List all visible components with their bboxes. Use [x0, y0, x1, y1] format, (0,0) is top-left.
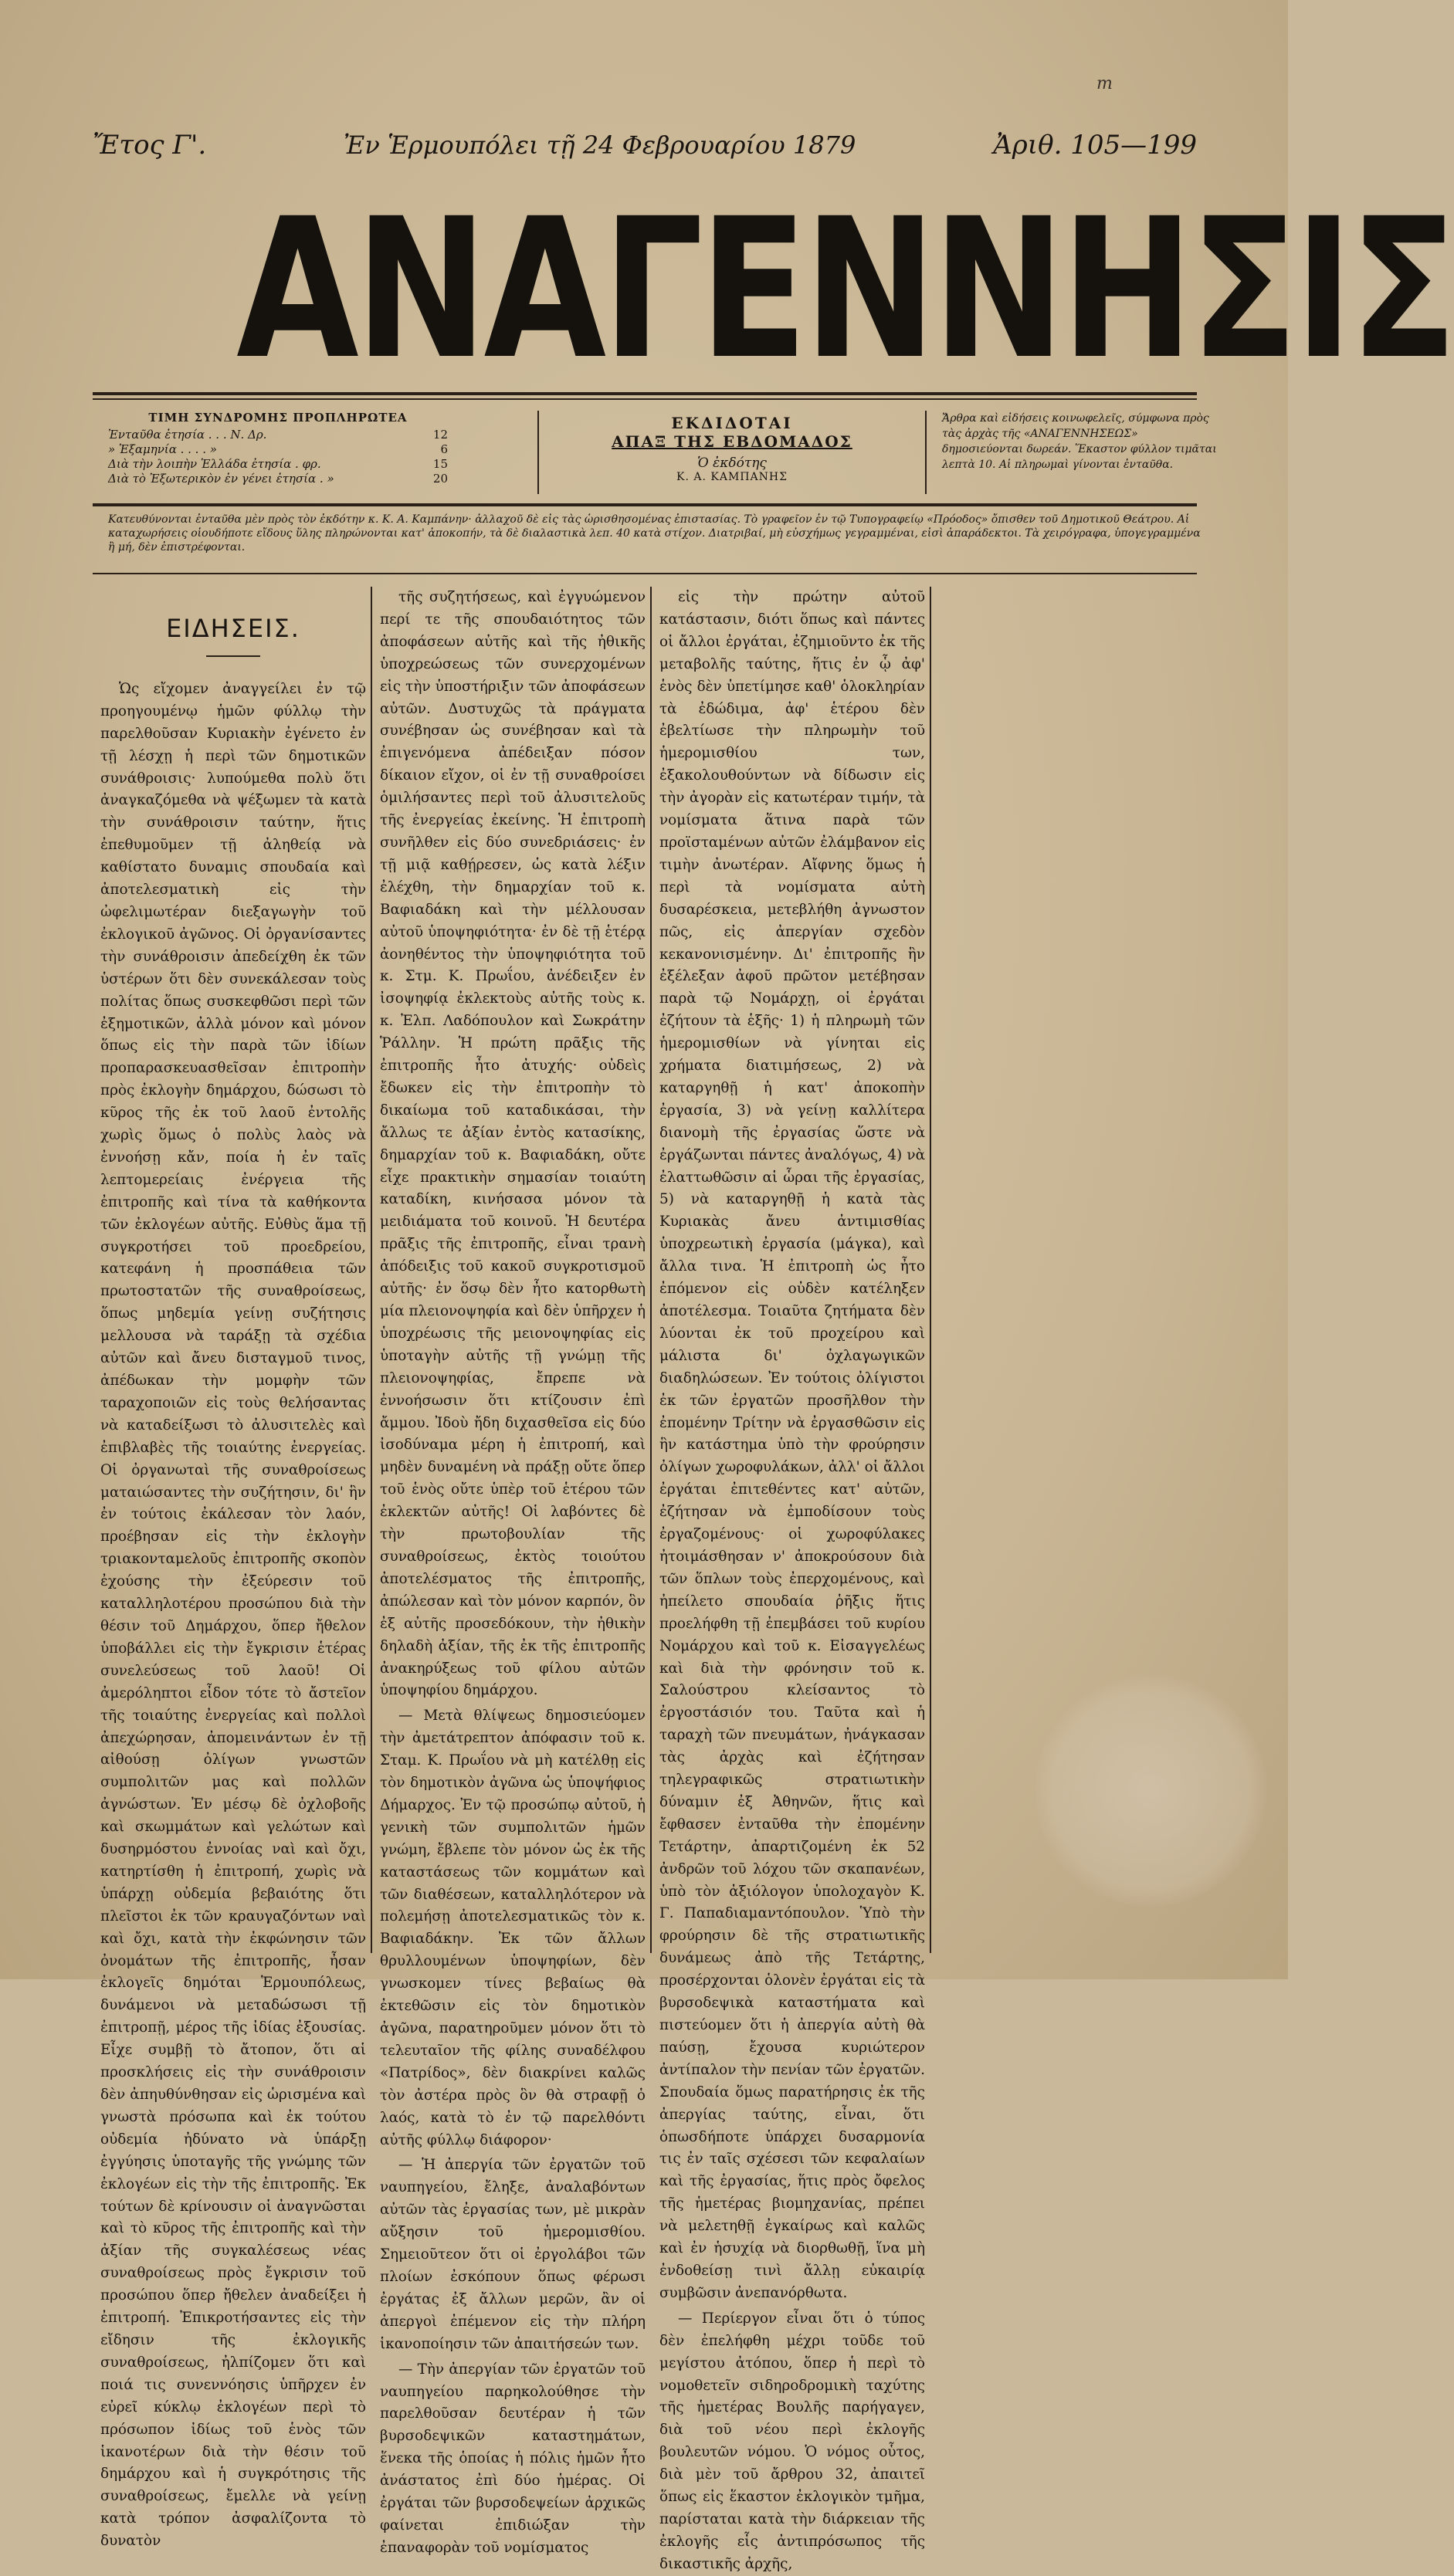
header-dateline-row: [93, 130, 1197, 161]
price-value: 6: [440, 442, 448, 456]
masthead-rule-thin: [93, 398, 1197, 400]
price-value: 15: [432, 457, 448, 471]
info-rule: [93, 503, 1197, 506]
article-paragraph: Ὡς εἴχομεν ἀναγγείλει ἐν τῷ προηγουμένῳ ἡμῶν φύλλῳ τὴν παρελθοῦσαν Κυριακὴν ἐγένετο ἐν τῇ λέσχῃ ἡ περὶ τῶν δημοτικῶν συνάθροισις· λυπούμεθα πολὺ ὅτι ἀναγκαζόμεθα νὰ ψέξωμεν τὰ κατὰ τὴν συνάθροισιν ταύτην, ἥτις ἐπεθυμοῦμεν τῇ ἀληθείᾳ νὰ καθίστατο δυναμις σπουδαία καὶ ἀποτελεσματικὴ εἰς τὴν ὠφελιμωτέραν διεξαγωγὴν τοῦ ἐκλογικοῦ ἀγῶνος. Οἱ ὀργανίσαντες τὴν συνάθροισιν ἀπεδείχθη ἐκ τῶν ὑστέρων ὅτι δὲν συνεκάλεσαν τοὺς πολίτας ὅπως συσκεφθῶσι περὶ τῶν ἐξημοτικῶν, ἀλλὰ μόνον καὶ μόνον ὅπως εἰς τὴν παρὰ τῶν ἰδίων προπαρασκευασθεῖσαν ἐπιτροπὴν πρὸς ἐκλογὴν δημάρχου, δώσωσι τὸ κῦρος τῆς ἐκ τοῦ λαοῦ ἐντολῆς χωρὶς ὅμως ὁ πολὺς λαὸς νὰ ἐννοήσῃ κἄν, ποία ἡ ἐν ταῖς λεπτομερείαις ἐνέργεια τῆς ἐπιτροπῆς καὶ τίνα τὰ καθήκοντα τῶν ἐκλογέων αὐτῆς. Εὐθὺς ἅμα τῇ συγκροτήσει τοῦ προεδρείου, κατεφάνη ἡ προσπάθεια τῶν πρωτοστατῶν τῆς συναθροίσεως, ὅπως μηδεμία γείνῃ συζήτησις μελλουσα νὰ ταράξῃ τὰ σχέδια αὐτῶν καὶ ἄνευ δισταγμοῦ τινος, ἀπέδωκαν τὴν μομφὴν τῶν ταραχοποιῶν εἰς τοὺς θελήσαντας νὰ καταδείξωσι τὸ ἀλυσιτελὲς καὶ ἐπιβλαβὲς τῆς τοιαύτης ἐνεργείας. Οἱ ὀργανωταὶ τῆς συναθροίσεως ματαιώσαντες τὴν συζήτησιν, δι' ἣν ἐν τούτοις ἐκάλεσαν τὸν λαόν, προέβησαν εἰς τὴν ἐκλογὴν τριακονταμελοῦς ἐπιτροπῆς σκοπὸν ἐχούσης τὴν ἐξεύρεσιν τοῦ καταλληλοτέρου προσώπου διὰ τὴν θέσιν τοῦ Δημάρχου, ὅπερ ἤθελον ὑποβάλλει εἰς τὴν ἔγκρισιν ἑτέρας συνελεύσεως τοῦ λαοῦ! Οἱ ἀμερόληπτοι εἶδον τότε τὸ ἄστεῖον τῆς τοιαύτης ἐνεργείας καὶ πολλοὶ ἀπεχώρησαν, ἀπομεινάντων ἐν τῇ αἰθούσῃ ὀλίγων γνωστῶν συμπολιτῶν μας καὶ πολλῶν ἀγνώστων. Ἐν μέσῳ δὲ ὀχλοβοῆς καὶ σκωμμάτων καὶ γελώτων καὶ δυσηρμόστου ἐννοίας ναὶ καὶ ὄχι, κατηρτίσθη ἡ ἐπιτροπή, χωρὶς νὰ ὑπάρχῃ οὐδεμία βεβαιότης ὅτι πλεῖστοι ἐκ τῶν κραυγαζόντων ναὶ καὶ ὄχι, κατὰ τὴν ἐκφώνησιν τῶν ὀνομάτων τῆς ἐπιτροπῆς, ἦσαν ἐκλογεῖς δημόται Ἑρμουπόλεως, δυνάμενοι νὰ μεταδώσωσι τῇ ἐπιτροπῇ, μέρος τῆς ἰδίας ἐξουσίας. Εἶχε συμβῇ τὸ ἄτοπον, ὅτι αἱ προσκλήσεις εἰς τὴν συνάθροισιν δὲν ἀπηυθύνθησαν εἰς ὡρισμένα καὶ γνωστὰ πρόσωπα καὶ ἐκ τούτου οὐδεμία ἠδύνατο νὰ ὑπάρξῃ ἐγγύησις ὑποταγῆς τῆς γνώμης τῶν ἐκλογέων εἰς τὴν τῆς ἐπιτροπῆς. Ἐκ τούτων δὲ κρίνουσιν οἱ ἀναγνῶσται καὶ τὸ κῦρος τῆς ἐπιτροπῆς καὶ τὴν ἀξίαν τῆς συγκαλέσεως νέας συναθροίσεως πρὸς ἔγκρισιν τοῦ προσώπου ὅπερ ἤθελεν ἀναδείξει ἡ ἐπιτροπή. Ἐπικροτήσαντες εἰς τὴν εἴδησιν τῆς ἐκλογικῆς συναθροίσεως, ἠλπίζομεν ὅτι καὶ ποιά τις συνεννόησις ὑπῆρχεν ἐν εὐρεῖ κύκλῳ ἐκλογέων περὶ τὸ πρόσωπον ἰδίως τοῦ ἑνὸς τῶν ἱκανοτέρων διὰ τὴν θέσιν τοῦ δημάρχου καὶ ἡ συγκρότησις τῆς συναθροίσεως, ἔμελλε νὰ γείνῃ κατὰ τρόπον ἀσφαλίζοντα τὸ δυνατὸν: [100, 680, 366, 2550]
subscription-prices: [108, 411, 448, 486]
corner-annotation: m: [1096, 74, 1113, 93]
publication-line: ΕΚΔΙΔΟΤΑΙ: [671, 414, 793, 432]
column-1: [100, 587, 366, 2550]
column-divider: [930, 587, 931, 1953]
publisher-label: Ὁ ἐκδότης: [697, 455, 767, 471]
article-paragraph: — Περίεργον εἶναι ὅτι ὁ τύπος δὲν ἐπελήφθη μέχρι τοῦδε τοῦ μεγίστου ἀτόπου, ὅπερ ἡ περὶ τὸ νομοθετεῖν σιδηροδρομικὴ ταχύτης τῆς ἡμετέρας Βουλῆς παρήγαγεν, διὰ τοῦ νέου περὶ ἐκλογῆς βουλευτῶν νόμου. Ὁ νόμος οὗτος, διὰ μὲν τοῦ ἄρθρου 32, ἀπαιτεῖ ὅπως εἰς ἕκαστον ἐκλογικὸν τμῆμα, παρίσταται κατὰ τὴν διάρκειαν τῆς ἐκλογῆς εἷς ἀντιπρόσωπος τῆς δικαστικῆς ἀρχῆς,: [659, 2310, 925, 2572]
price-row: [108, 428, 448, 442]
price-row: [108, 457, 448, 472]
column-divider: [650, 587, 652, 1953]
newspaper-title: ΑΝΑΓΕΝΝΗΣΙΣ: [236, 177, 1454, 401]
price-label: Ἐνταῦθα ἐτησία . . . Ν. Δρ.: [108, 428, 267, 442]
price-row: [108, 442, 448, 457]
price-label: » Ἑξαμηνία . . . . »: [108, 442, 217, 456]
price-value: 20: [432, 472, 448, 486]
year-label: Ἔτος Γ'.: [93, 130, 207, 161]
article-paragraph: τῆς συζητήσεως, καὶ ἐγγυώμενον περί τε τῆς σπουδαιότητος τῶν ἀποφάσεων αὐτῆς καὶ τῆς ἠθικῆς ὑποχρεώσεως τῶν συνερχομένων εἰς τὴν ὑποστήριξιν τῶν ἀποφάσεων αὐτῶν. Δυστυχῶς τὰ πράγματα συνέβησαν ὡς συνέβησαν καὶ τὰ ἐπιγενόμενα ἀπέδειξαν πόσον δίκαιον εἴχον, οἱ ἐν τῇ συναθροίσει ὁμιλήσαντες περὶ τοῦ ἀλυσιτελοῦς τῆς ἐνεργείας ἐκείνης. Ἡ ἐπιτροπὴ συνῆλθεν εἰς δύο συνεδριάσεις· ἐν τῇ μιᾷ καθῄρεσεν, ὡς κατὰ λέξιν ἐλέχθη, τὴν δημαρχίαν τοῦ κ. Βαφιαδάκη καὶ τὴν μέλλουσαν αὐτοῦ ὑποψηφιότητα· ἐν δὲ τῇ ἑτέρᾳ ἀονηθέντος τὴν ὑποψηφιότητα τοῦ κ. Στμ. Κ. Πρωΐου, ἀνέδειξεν ἐν ἰσοψηφίᾳ ἐκλεκτοὺς αὐτῆς τοὺς κ. κ. Ἐλπ. Λαδόπουλον καὶ Σωκράτην Ῥάλλην. Ἡ πρώτη πρᾶξις τῆς ἐπιτροπῆς ἦτο ἀτυχής· οὐδεὶς ἔδωκεν εἰς τὴν ἐπιτροπὴν τὸ δικαίωμα τοῦ καταδικάσαι, τὴν ἄλλως τε ἀξίαν ἐντὸς κατασίκης, δημαρχίαν τοῦ κ. Βαφιαδάκη, οὔτε εἶχε πρακτικὴν σημασίαν τοιαύτη καταδίκη, κινήσασα μόνον τὰ μειδιάματα τοῦ κοινοῦ. Ἡ δευτέρα πρᾶξις τῆς ἐπιτροπῆς, εἶναι τρανὴ ἀπόδειξις τοῦ κακοῦ συγκροτισμοῦ αὐτῆς· ἐν ὅσῳ δὲν ἦτο κατορθωτὴ μία πλειονοψηφία καὶ δὲν ὑπῆρχεν ἡ ὑποχρέωσις τῆς μειονοψηφίας εἰς ὑποταγὴν αὐτῆς τῇ γνώμῃ τῆς πλειονοψηφίας, ἔπρεπε νὰ ἐννοήσωσιν ὅτι κτίζουσιν ἐπὶ ἄμμου. Ἰδοὺ ἤδη διχασθεῖσα εἰς δύο ἰσοδύναμα μέρη ἡ ἐπιτροπή, καὶ μηδὲν δυναμένη νὰ πράξῃ οὔτε ὅπερ τοῦ ἑνὸς οὔτε ὑπὲρ τοῦ ἑτέρου τῶν ἐκλεκτῶν αὐτῆς! Οἱ λαβόντες δὲ τὴν πρωτοβουλίαν τῆς συναθροίσεως, ἐκτὸς τοιούτου ἀποτελέσματος τῆς ἐπιτροπῆς, ἀπώλεσαν καὶ τὸν μόνον καρπόν, ὃν ἐξ αὐτῆς προσεδόκουν, τὴν ἠθικὴν δηλαδὴ ἀξίαν, τῆς ἐκ τῆς ἐπιτροπῆς ἀνακηρύξεως τοῦ φίλου αὐτῶν ὑποψηφίου δημάρχου.: [380, 589, 646, 1699]
subscription-heading: ΤΙΜΗ ΣΥΝΔΡΟΜΗΣ ΠΡΟΠΛΗΡΩΤΕΑ: [148, 411, 408, 425]
editorial-notice-strip: Κατευθύνονται ἐνταῦθα μὲν πρὸς τὸν ἐκδότην κ. Κ. Α. Καμπάνην· ἀλλαχοῦ δὲ εἰς τὰς ὡρισθησομένας ἐπιστασίας. Τὸ γραφεῖον ἐν τῷ Τυπογραφείῳ «Πρόοδος» ὄπισθεν τοῦ Δημοτικοῦ Θεάτρου. Αἱ καταχωρήσεις οἱουδήποτε εἴδους ὕλης πληρώνονται κατ' ἀποκοπήν, τὰ δὲ διαλαστικὰ λεπ. 40 κατὰ στίχον. Διατριβαί, μὴ εὐσχήμως γεγραμμέναι, εἰσὶ ἀπαράδεκτοι. Τὰ χειρόγραφα, ὑπογεγραμμένα ἢ μή, δὲν ἐπιστρέφονται.: [108, 513, 1201, 553]
price-value: 12: [432, 428, 448, 442]
dateline: Ἐν Ἑρμουπόλει τῇ 24 Φεβρουαρίου 1879: [344, 130, 856, 160]
section-title: ΕΙΔΗΣΕΙΣ.: [166, 614, 300, 643]
article-paragraph: — Τὴν ἀπεργίαν τῶν ἐργατῶν τοῦ ναυπηγείου παρηκολούθησε τὴν παρελθοῦσαν δευτέραν ἡ τῶν βυρσοδεψικῶν καταστημάτων, ἕνεκα τῆς ὁποίας ἡ πόλις ἡμῶν ἦτο ἀνάστατος ἐπὶ δύο ἡμέρας. Οἱ ἐργάται τῶν βυρσοδεψείων ἀρχικῶς φαίνεται ἐπιδιώξαν τὴν ἐπαναφορὰν τοῦ νομίσματος: [380, 2361, 646, 2556]
price-label: Διὰ τὸ Ἐξωτερικὸν ἐν γένει ἐτησία . »: [108, 472, 334, 486]
section-divider: [206, 655, 260, 657]
article-columns: [93, 587, 1205, 2572]
submission-notice: Ἄρθρα καὶ εἰδήσεις κοινωφελεῖς, σύμφωνα πρὸς τὰς ἀρχὰς τῆς «ΑΝΑΓΕΝΝΗΣΕΩΣ» δημοσιεύονται δωρεάν. Ἕκαστον φύλλον τιμᾶται λεπτὰ 10. Αἱ πληρωμαὶ γίνονται ἐνταῦθα.: [942, 412, 1217, 471]
publisher-box: [537, 411, 927, 494]
column-3: [659, 587, 925, 2572]
article-paragraph: — Μετὰ θλίψεως δημοσιεύομεν τὴν ἀμετάτρεπτον ἀπόφασιν τοῦ κ. Σταμ. Κ. Πρωΐου νὰ μὴ κατέλθῃ εἰς τὸν δημοτικὸν ἀγῶνα ὡς ὑποψήφιος Δήμαρχος. Ἐν τῷ προσώπῳ αὐτοῦ, ἡ γενικὴ τῶν συμπολιτῶν ἡμῶν γνώμη, ἔβλεπε τὸν μόνον ὡς ἐκ τῆς καταστάσεως τῶν κομμάτων καὶ τῶν διαθέσεων, καταλληλότερον νὰ πολεμήσῃ ἀποτελεσματικῶς τὸν κ. Βαφιαδάκην. Ἐκ τῶν ἄλλων θρυλλουμένων ὑποψηφίων, δὲν γνωσκομεν τίνες βεβαίως θὰ ἐκτεθῶσιν εἰς τὸν δημοτικὸν ἀγῶνα, παρατηροῦμεν μόνον ὅτι τὸ τελευταῖον τῆς φίλης συναδέλφου «Πατρίδος», δὲν διακρίνει καλῶς τὸν ἀστέρα πρὸς ὃν θὰ στραφῇ ὁ λαός, κατὰ τὸ ἐν τῷ παρελθόντι αὐτῆς φύλλῳ διάφορον·: [380, 1708, 646, 2148]
article-paragraph: — Ἡ ἀπεργία τῶν ἐργατῶν τοῦ ναυπηγείου, ἔληξε, ἀναλαβόντων αὐτῶν τὰς ἐργασίας των, μὲ μικρὰν αὔξησιν τοῦ ἡμερομισθίου. Σημειοῦτεον ὅτι οἱ ἐργολάβοι τῶν πλοίων ἐσκόπουν ὅπως φέρωσι ἐργάτας ἐξ ἄλλων μερῶν, ἂν οἱ ἀπεργοὶ ἐπέμενον εἰς τὴν πλήρη ἱκανοποίησιν τῶν ἀπαιτήσεών των.: [380, 2157, 646, 2352]
library-seal-watermark: [1035, 1675, 1266, 1907]
masthead-rule: [93, 392, 1197, 395]
article-paragraph: εἰς τὴν πρώτην αὐτοῦ κατάστασιν, διότι ὅπως καὶ πάντες οἱ ἄλλοι ἐργάται, ἐζημιοῦντο ἐκ τῆς μεταβολῆς ταύτης, ἥτις ἐν ᾧ ἀφ' ἑνὸς δὲν ὑπετίμησε καθ' ὁλοκληρίαν τὰ ἐδώδιμα, ἀφ' ἑτέρου δὲν ἐβελτίωσε τὴν πληρωμὴν τοῦ ἡμερομισθίου των, ἐξακολουθούντων νὰ δίδωσιν εἰς τὴν ἀγορὰν εἰς κατωτέραν τιμήν, τὰ νομίσματα ἅτινα παρὰ τῶν προϊσταμένων αὐτῶν ἐλάμβανον εἰς τιμὴν ἀνωτέραν. Αἴφνης ὅμως ἡ περὶ τὰ νομίσματα αὐτὴ δυσαρέσκεια, μετεβλήθη ἀγνωστον πῶς, εἰς ἀπεργίαν σχεδὸν κεκανονισμένην. Δι' ἐπιτροπῆς ἣν ἐξέλεξαν ἀφοῦ πρῶτον μετέβησαν παρὰ τῷ Νομάρχῃ, οἱ ἐργάται ἐζήτουν τὰ ἑξῆς· 1) ἡ πληρωμὴ τῶν ἡμερομισθίων νὰ γίνηται εἰς χρήματα διατιμήσεως, 2) νὰ καταργηθῇ ἡ κατ' ἀποκοπὴν ἐργασία, 3) νὰ γείνῃ καλλίτερα διανομὴ τῆς ἐργασίας ὥστε νὰ ἐργάζωνται πάντες ἀναλόγως, 4) νὰ ἐλαττωθῶσιν αἱ ὧραι τῆς ἐργασίας, 5) νὰ καταργηθῇ ἡ κατὰ τὰς Κυριακὰς ἄνευ ἀντιμισθίας ὑποχρεωτικὴ ἐργασία (μάγκα), καὶ ἄλλα τινα. Ἡ ἐπιτροπὴ ὡς ἦτο ἐπόμενον εἰς οὐδὲν κατέληξεν ἀποτέλεσμα. Τοιαῦτα ζητήματα δὲν λύονται ἐκ τοῦ προχείρου καὶ μάλιστα δι' ὀχλαγωγικῶν διαδηλώσεων. Ἐν τούτοις ὀλίγιστοι ἐκ τῶν ἐργατῶν προσῆλθον τὴν ἐπομένην Τρίτην νὰ ἐργασθῶσιν εἰς ἣν κατάστημα ὑπὸ τὴν φρούρησιν ὀλίγων χωροφυλάκων, ἀλλ' οἱ ἄλλοι ἐργάται ἐπιτεθέντες κατ' αὐτῶν, ἐζήτησαν νὰ ἐμποδίσουν τοὺς ἐργαζομένους· οἱ χωροφύλακες ἠτοιμάσθησαν ν' ἀποκρούσουν διὰ τῶν ὅπλων τοὺς ἐπερχομένους, καὶ ἠπείλετο σπουδαία ῥῆξις ἥτις προελήφθη τῇ ἐπεμβάσει τοῦ κυρίου Νομάρχου καὶ τοῦ κ. Εἰσαγγελέως καὶ διὰ τὴν φρόνησιν τοῦ κ. Σαλούστρου κλείσαντος τὸ ἐργοστάσιόν του. Ταῦτα καὶ ἡ ταραχὴ τῶν πνευμάτων, ἠνάγκασαν τὰς ἀρχὰς καὶ ἐζήτησαν τηλεγραφικῶς στρατιωτικὴν δύναμιν ἐξ Ἀθηνῶν, ἥτις καὶ ἔφθασεν ἐνταῦθα τὴν ἐπομένην Τετάρτην, ἀπαρτιζομένη ἐκ 52 ἀνδρῶν τοῦ λόχου τῶν σκαπανέων, ὑπὸ τὸν ἀξιόλογον ὑπολοχαγὸν Κ. Γ. Παπαδιαμαντόπουλον. Ὑπὸ τὴν φρούρησιν δὲ τῆς στρατιωτικῆς δυνάμεως ἀπὸ τῆς Τετάρτης, προσέρχονται ὁλονὲν ἐργάται εἰς τὰ βυρσοδεψικὰ καταστήματα καὶ πιστεύομεν ὅτι ἡ ἀπεργία αὐτὴ θὰ παύσῃ, ἔχουσα κυριώτερον ἀντίπαλον τὴν πενίαν τῶν ἐργατῶν. Σπουδαία ὅμως παρατήρησις ἐκ τῆς ἀπεργίας ταύτης, εἶναι, ὅτι ὁπωσδήποτε ὑπάρχει δυσαρμονία τις ἐν ταῖς σχέσεσι τῶν κεφαλαίων καὶ τῆς ἐργασίας, ἥτις πρὸς ὄφελος τῆς ἡμετέρας βιομηχανίας, πρέπει νὰ μελετηθῇ ἐγκαίρως καὶ καλῶς καὶ ἐν ἡσυχίᾳ νὰ διορθωθῇ, ἵνα μὴ ἐνδοθείσῃ τινὶ ἄλλῃ εὐκαιρίᾳ συμβῶσιν ἀνεπανόρθωτα.: [659, 589, 925, 2301]
price-label: Διὰ τὴν λοιπὴν Ἑλλάδα ἐτησία . φρ.: [108, 457, 321, 471]
price-row: [108, 472, 448, 486]
frequency-line: ΑΠΑΞ ΤΗΣ ΕΒΔΟΜΑΔΟΣ: [612, 432, 852, 451]
column-divider: [371, 587, 372, 1953]
column-2: [380, 587, 646, 2556]
info-box: [108, 411, 1217, 497]
publisher-name: Κ. Α. ΚΑΜΠΑΝΗΣ: [676, 471, 788, 483]
issue-number: Ἀριθ. 105—199: [993, 130, 1197, 161]
columns-top-rule: [93, 573, 1197, 574]
